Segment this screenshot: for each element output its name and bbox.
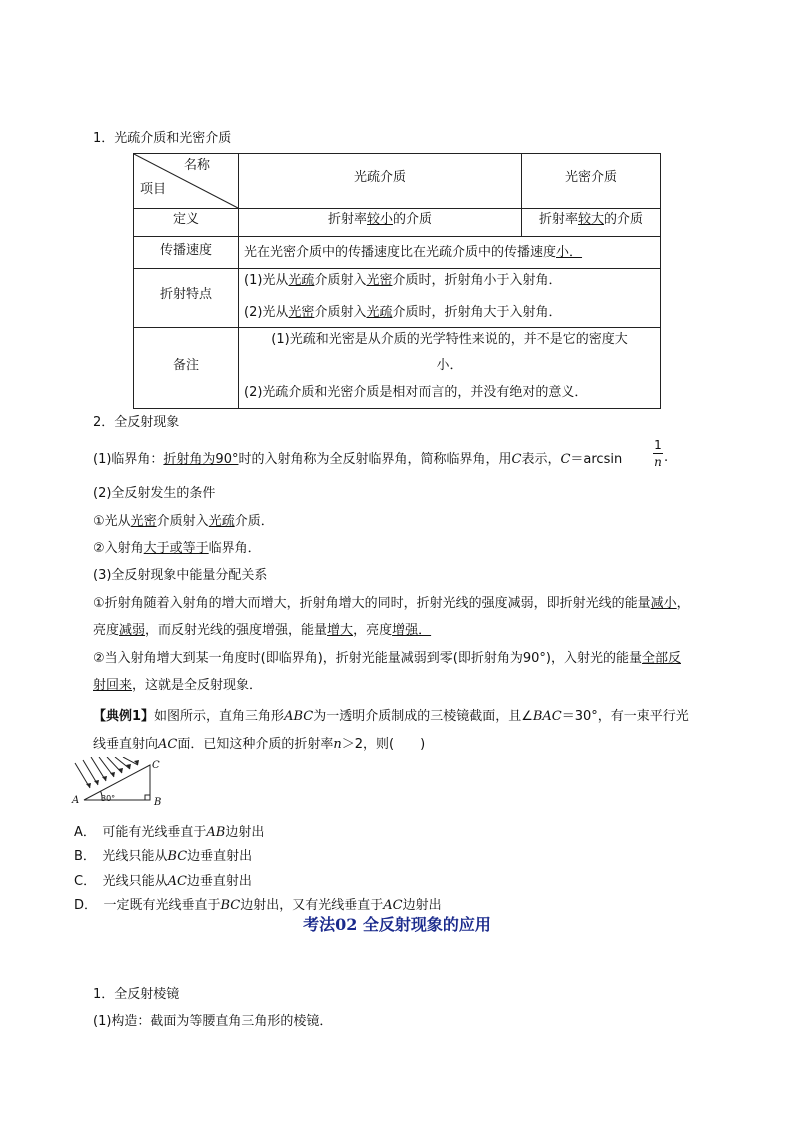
paragraph: ①折射角随着入射角的增大而增大，折射角增大的同时，折射光线的强度减弱，即折射光线的能量减小， [93, 596, 690, 611]
table-rule [134, 327, 660, 328]
prism-triangle [84, 765, 150, 800]
example-question-line-2: 线垂直射向AC面．已知这种介质的折射率n＞2，则( ) [93, 737, 426, 752]
refraction-point-1: (1)光从光疏介质射入光密介质时，折射角小于入射角． [244, 273, 562, 288]
col-header-sparse: 光疏介质 [353, 170, 406, 185]
fraction-end: . [664, 450, 669, 465]
example-question-line-1: 【典例1】如图所示，直角三角形ABC为一透明介质制成的三棱镜截面，且∠BAC＝30°，有一束平行光 [93, 709, 689, 724]
right-angle-marker [145, 795, 150, 800]
fraction-bar [653, 453, 663, 454]
row-label-speed: 传播速度 [159, 243, 212, 258]
option-d: D． 一定既有光线垂直于BC边射出，又有光线垂直于AC边射出 [74, 898, 442, 913]
paragraph: (2)全反射发生的条件 [93, 486, 216, 501]
paragraph: ②当入射角增大到某一角度时(即临界角)，折射光能量减弱到零(即折射角为90°)，入射光的能量全部反 [93, 651, 681, 666]
paragraph: 射回来，这就是全反射现象． [93, 678, 263, 693]
header-item: 项目 [140, 182, 167, 197]
row-label-note: 备注 [172, 358, 199, 373]
definition-dense: 折射率较大的介质 [538, 212, 644, 227]
vertex-label-c: C [152, 760, 160, 771]
media-comparison-table [133, 153, 661, 409]
option-c: C． 光线只能从AC边垂直射出 [74, 874, 252, 889]
vertex-label-a: A [72, 795, 80, 806]
section-heading: 1．光疏介质和光密介质 [93, 131, 232, 146]
paragraph: (1)构造：截面为等腰直角三角形的棱镜． [93, 1014, 333, 1029]
refraction-point-2: (2)光从光密介质射入光疏介质时，折射角大于入射角． [244, 305, 562, 320]
incident-rays [75, 757, 138, 788]
option-b: B． 光线只能从BC边垂直射出 [74, 849, 253, 864]
ray-arrowheads [86, 760, 139, 788]
row-label-refraction: 折射特点 [159, 287, 212, 302]
note-2: (2)光疏介质和光密介质是相对而言的，并没有绝对的意义． [244, 385, 588, 400]
angle-label: 30° [101, 794, 116, 803]
critical-angle-paragraph: (1)临界角：折射角为90°时的入射角称为全反射临界角，简称临界角，用C表示，C＝arcsin [93, 452, 623, 467]
note-1-line-2: 小． [436, 358, 463, 373]
section-title: 考法02 全反射现象的应用 [303, 915, 491, 934]
fraction-numerator: 1 [654, 438, 662, 452]
note-1-line-1: (1)光疏和光密是从介质的光学特性来说的，并不是它的密度大 [271, 332, 628, 347]
paragraph: (3)全反射现象中能量分配关系 [93, 568, 268, 583]
speed-description: 光在光密介质中的传播速度比在光疏介质中的传播速度小． [244, 245, 583, 260]
section-heading: 2．全反射现象 [93, 415, 180, 430]
definition-sparse: 折射率较小的介质 [327, 212, 433, 227]
paragraph: ①光从光密介质射入光疏介质． [93, 514, 274, 529]
header-name: 名称 [184, 158, 211, 173]
vertex-label-b: B [154, 797, 162, 808]
paragraph: ②入射角大于或等于临界角． [93, 541, 261, 556]
row-label-definition: 定义 [172, 212, 199, 227]
table-rule [134, 236, 660, 237]
option-a: A． 可能有光线垂直于AB边射出 [74, 825, 265, 840]
section-heading: 1．全反射棱镜 [93, 987, 180, 1002]
fraction-denominator: n [654, 455, 662, 469]
paragraph: 亮度减弱，而反射光线的强度增强，能量增大，亮度增强． [93, 623, 432, 638]
table-rule [134, 268, 660, 269]
col-header-dense: 光密介质 [564, 170, 617, 185]
